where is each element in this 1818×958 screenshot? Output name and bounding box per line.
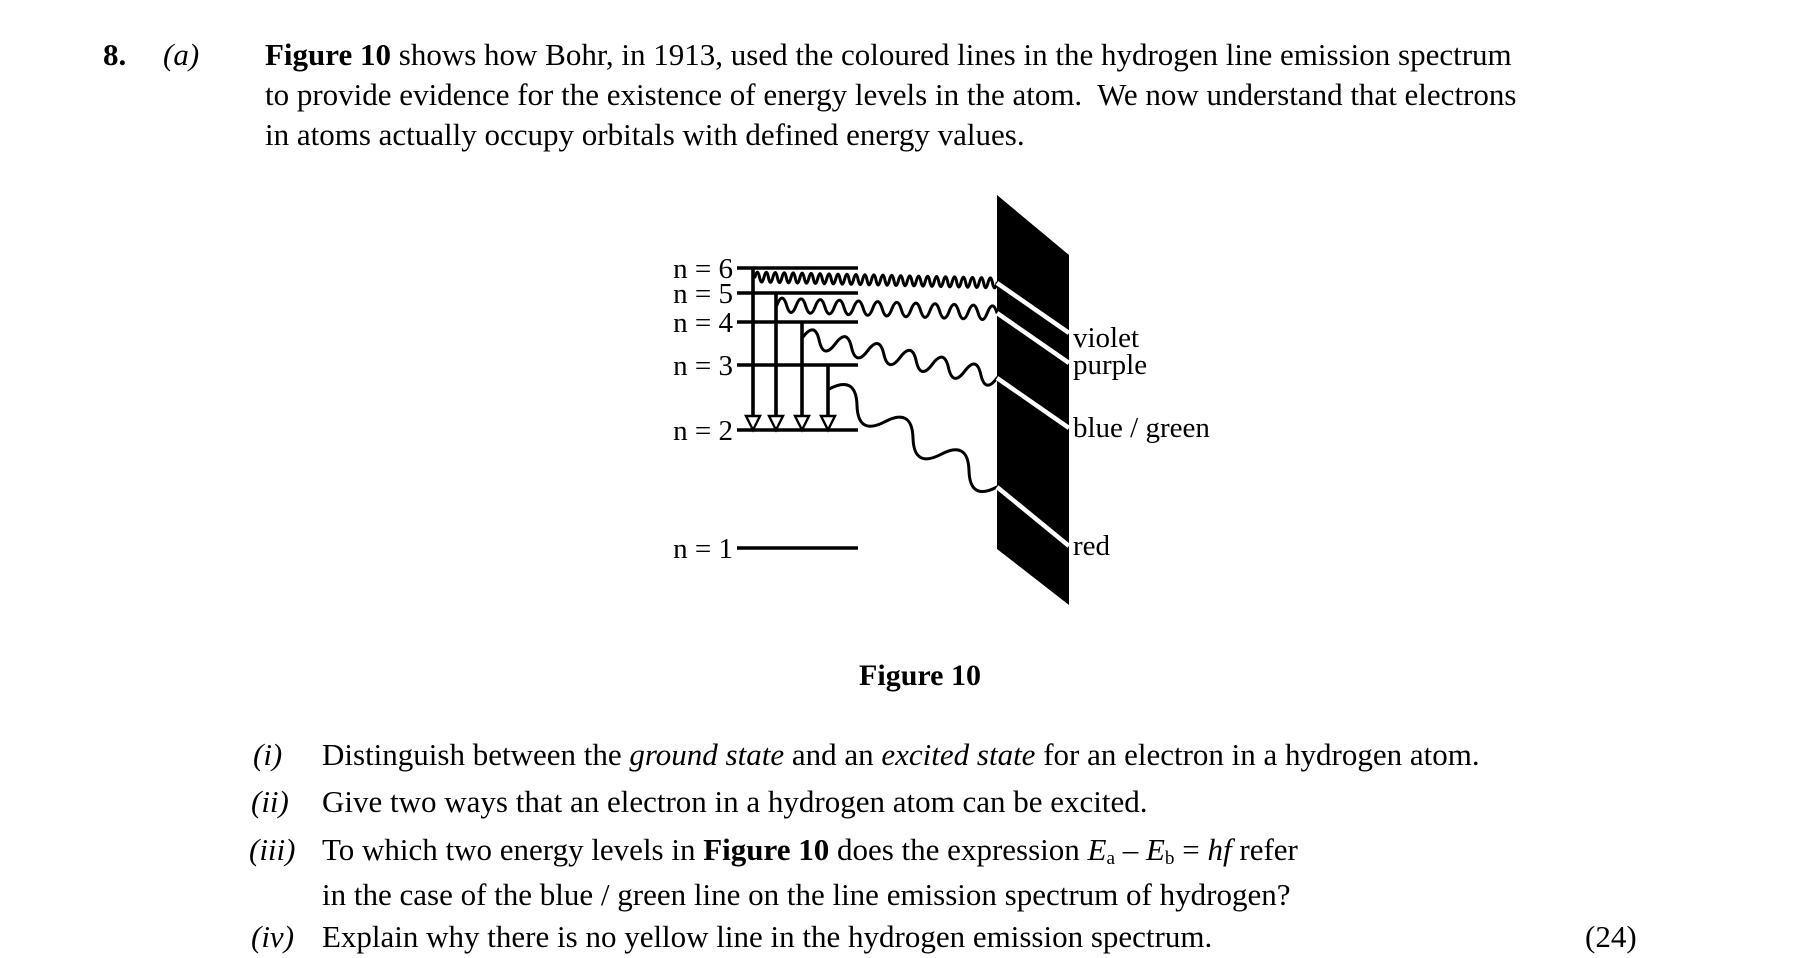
arrowhead-icon xyxy=(795,416,809,430)
spectrum-label-violet: violet xyxy=(1073,322,1140,354)
subquestion-numeral-ii: (ii) xyxy=(251,784,289,819)
figure-caption: Figure 10 xyxy=(859,659,981,692)
spectrum-labels xyxy=(1073,322,1210,562)
question-number: 8. xyxy=(103,37,127,72)
energy-level-lines xyxy=(737,268,858,548)
marks-label: (24) xyxy=(1585,919,1637,954)
energy-level-label-n5: n = 5 xyxy=(673,278,733,310)
arrowhead-icon xyxy=(821,416,835,430)
subquestion-iii-line-2: in the case of the blue / green line on the line emission spectrum of hydrogen? xyxy=(322,877,1291,912)
spectrum-label-red: red xyxy=(1073,530,1111,562)
subquestion-numeral-iv: (iv) xyxy=(251,919,295,954)
question-intro xyxy=(265,35,1665,155)
part-label: (a) xyxy=(163,37,200,72)
subquestion-text-ii: Give two ways that an electron in a hydrogen atom can be excited. xyxy=(322,784,1148,819)
transition-arrow-n4-to-n2 xyxy=(795,322,809,430)
photon-waves xyxy=(755,272,997,491)
energy-level-label-n1: n = 1 xyxy=(673,533,733,565)
subquestion-numeral-iii: (iii) xyxy=(249,832,296,867)
subquestion-iii-line-1: To which two energy levels in Figure 10 does the expression Ea – Eb = hf refer xyxy=(322,832,1298,870)
energy-level-label-n3: n = 3 xyxy=(673,350,733,382)
transition-arrow-n3-to-n2 xyxy=(821,365,835,430)
energy-level-label-n2: n = 2 xyxy=(673,415,733,447)
energy-level-label-n6: n = 6 xyxy=(673,253,733,285)
subquestion-text-iii xyxy=(322,830,1652,915)
photon-wave-violet xyxy=(755,272,997,288)
intro-line-2: to provide evidence for the existence of energy levels in the atom. We now understand that electrons xyxy=(265,77,1517,112)
arrowhead-icon xyxy=(769,416,783,430)
intro-line-1: Figure 10 shows how Bohr, in 1913, used the coloured lines in the hydrogen line emission spectrum xyxy=(265,37,1512,72)
spectrum-plate xyxy=(997,195,1069,605)
photon-wave-red xyxy=(829,384,997,491)
figure-diagram xyxy=(640,185,1320,675)
arrowhead-icon xyxy=(746,416,760,430)
energy-level-labels xyxy=(673,253,733,565)
transition-arrow-n5-to-n2 xyxy=(769,293,783,430)
subquestion-text-iv: Explain why there is no yellow line in the hydrogen emission spectrum. xyxy=(322,919,1213,954)
subquestion-text-i: Distinguish between the ground state and an excited state for an electron in a hydrogen atom. xyxy=(322,737,1480,772)
spectrum-label-purple: purple xyxy=(1073,349,1148,381)
subquestion-numeral-i: (i) xyxy=(253,737,283,772)
energy-level-label-n4: n = 4 xyxy=(673,307,733,339)
photon-wave-purple xyxy=(777,298,997,319)
intro-line-3: in atoms actually occupy orbitals with defined energy values. xyxy=(265,117,1025,152)
photon-wave-blue-green xyxy=(803,330,997,385)
spectrum-label-blue-green: blue / green xyxy=(1073,412,1210,444)
